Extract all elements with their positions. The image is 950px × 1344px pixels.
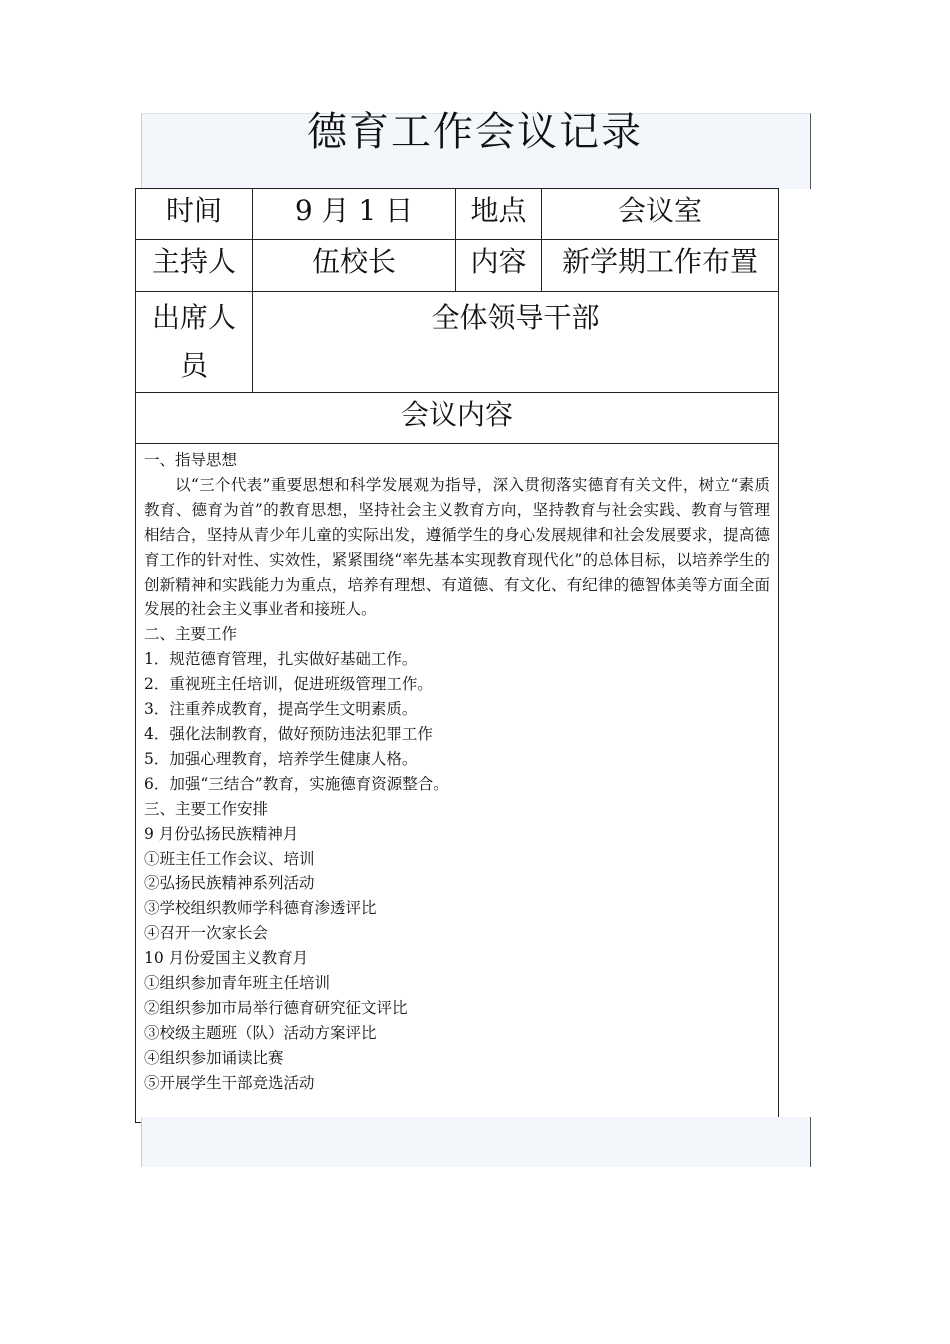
- place-label: 地点: [456, 189, 542, 240]
- footer-band: [141, 1117, 811, 1167]
- work-item: 6．加强“三结合”教育，实施德育资源整合。: [144, 774, 449, 793]
- october-item: ②组织参加市局举行德育研究征文评比: [144, 998, 408, 1017]
- host-value: 伍校长: [253, 240, 456, 292]
- guiding-thought-paragraph: 以“三个代表”重要思想和科学发展观为指导，深入贯彻落实德育有关文件，树立“素质教育、德育为首”的教育思想，坚持社会主义教育方向，坚持教育与社会实践、教育与管理相结合，坚持从青少年儿童的实际出发，遵循学生的身心发展规律和社会发展要求，提高德育工作的针对性、实效性，紧紧围绕“率先基本实现教育现代化”的总体目标，以培养学生的创新精神和实践能力为重点，培养有理想、有道德、有文化、有纪律的德智体美等方面全面发展的社会主义事业者和接班人。: [144, 475, 770, 619]
- place-value: 会议室: [542, 189, 779, 240]
- september-item: ④召开一次家长会: [144, 924, 269, 943]
- september-title: 9 月份弘扬民族精神月: [144, 824, 299, 843]
- attendees-label-line2: 员: [179, 349, 208, 382]
- october-item: ①组织参加青年班主任培训: [144, 974, 331, 993]
- october-item: ③校级主题班（队）活动方案评比: [144, 1023, 377, 1042]
- meeting-record-table: [135, 188, 779, 1123]
- topic-value: 新学期工作布置: [542, 240, 779, 292]
- section-title-row: [136, 393, 779, 444]
- attendees-value: 全体领导干部: [253, 292, 779, 393]
- heading-guiding-thought: 一、指导思想: [144, 451, 238, 469]
- october-title: 10 月份爱国主义教育月: [144, 949, 309, 968]
- document-title: 德育工作会议记录: [307, 109, 643, 155]
- september-item: ②弘扬民族精神系列活动: [144, 874, 315, 893]
- attendees-row: [136, 292, 779, 393]
- heading-main-work: 二、主要工作: [144, 625, 238, 644]
- time-label: 时间: [136, 189, 253, 240]
- work-item: 5．加强心理教育，培养学生健康人格。: [144, 749, 418, 768]
- host-topic-row: [136, 240, 779, 292]
- work-item: 1．规范德育管理，扎实做好基础工作。: [144, 650, 418, 669]
- meeting-content: [136, 444, 779, 1123]
- time-place-row: [136, 189, 779, 240]
- content-row: [136, 444, 779, 1123]
- work-item: 2．重视班主任培训，促进班级管理工作。: [144, 675, 433, 694]
- october-item: ④组织参加诵读比赛: [144, 1048, 284, 1067]
- september-item: ③学校组织教师学科德育渗透评比: [144, 899, 377, 918]
- section-title: 会议内容: [136, 393, 779, 444]
- september-item: ①班主任工作会议、培训: [144, 849, 315, 868]
- attendees-label-line1: 出席人: [151, 301, 236, 334]
- october-item: ⑤开展学生干部竞选活动: [144, 1073, 315, 1092]
- topic-label: 内容: [456, 240, 542, 292]
- work-item: 3．注重养成教育，提高学生文明素质。: [144, 700, 418, 719]
- heading-work-schedule: 三、主要工作安排: [144, 799, 269, 818]
- attendees-label: [136, 292, 253, 393]
- time-value: 9 月 1 日: [253, 189, 456, 240]
- work-item: 4．强化法制教育，做好预防违法犯罪工作: [144, 724, 433, 743]
- host-label: 主持人: [136, 240, 253, 292]
